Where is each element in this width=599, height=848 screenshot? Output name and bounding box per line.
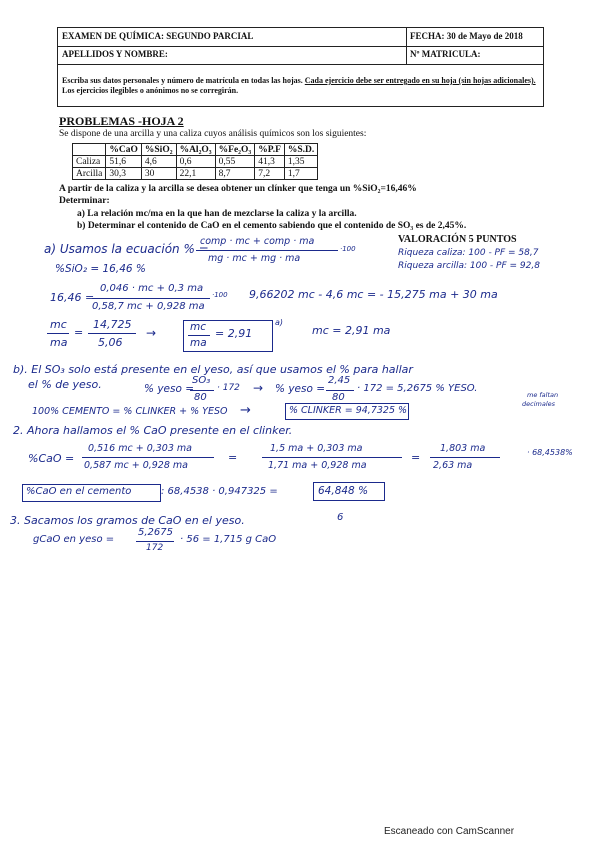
exam-date: FECHA: 30 de Mayo de 2018 <box>410 31 523 41</box>
arrow-icon: → <box>240 403 251 418</box>
table-header-cell: %CaO <box>106 144 142 156</box>
answer-b-intro: b). El SO₃ solo está presente en el yeso, así que usamos el % para hallar <box>13 363 413 376</box>
table-cell: 1,7 <box>284 168 317 180</box>
problem-goal: A partir de la caliza y la arcilla se desea obtener un clínker que tenga un %SiO₂=16,46% <box>59 184 417 194</box>
cao-equals-1: = <box>228 451 238 464</box>
cao-denominator-2: 1,71 ma + 0,928 ma <box>268 460 367 471</box>
ratio-mark: a) <box>275 318 284 327</box>
fraction-bar <box>262 457 402 458</box>
table-header-cell: %P.F <box>255 144 285 156</box>
exam-header <box>57 27 544 107</box>
table-cell: 8,7 <box>215 168 255 180</box>
table-cell: 22,1 <box>176 168 215 180</box>
ratio-box-ma: ma <box>190 337 207 349</box>
step-3: 3. Sacamos los gramos de CaO en el yeso. <box>10 514 245 527</box>
table-cell: 0,6 <box>176 156 215 168</box>
exam-title: EXAMEN DE QUÍMICA: SEGUNDO PARCIAL <box>62 31 254 41</box>
yeso-result: · 172 = 5,2675 % YESO. <box>357 383 478 394</box>
yeso-factor: · 172 <box>217 383 240 393</box>
table-header-cell: %S.D. <box>284 144 317 156</box>
answer-a-intro: a) Usamos la ecuación % = <box>44 242 209 256</box>
yeso-numerator-2: 2,45 <box>328 375 351 386</box>
eq-expanded: 9,66202 mc - 4,6 mc = - 15,275 ma + 30 ma <box>249 288 498 301</box>
eq-100: ·100 <box>212 291 228 299</box>
fraction-bar <box>430 457 500 458</box>
fraction-bar <box>92 298 210 299</box>
ratio-box-value: = 2,91 <box>215 327 253 340</box>
fraction-bar <box>47 333 69 334</box>
problem-intro: Se dispone de una arcilla y una caliza cuyos análisis químicos son los siguientes: <box>59 129 367 139</box>
name-field-label: APELLIDOS Y NOMBRE: <box>62 49 168 59</box>
yeso-numerator: SO₃ <box>192 375 211 386</box>
composition-table <box>72 143 318 180</box>
header-divider <box>406 28 407 64</box>
table-cell: 7,2 <box>255 168 285 180</box>
ratio-numerator: 14,725 <box>93 318 132 331</box>
ratio-box-mc: mc <box>190 321 207 333</box>
fraction-bar <box>196 250 338 251</box>
table-cell: 41,3 <box>255 156 285 168</box>
yeso-lhs: % yeso = <box>144 383 195 395</box>
riqueza-caliza: Riqueza caliza: 100 - PF = 58,7 <box>398 248 539 258</box>
instructions-text-1: Escriba sus datos personales y número de matrícula en todas las hojas. <box>62 76 305 85</box>
step-2: 2. Ahora hallamos el % CaO presente en el clinker. <box>13 424 293 437</box>
yeso-mid: % yeso = <box>275 383 326 395</box>
cao-numerator-3: 1,803 ma <box>440 443 486 454</box>
table-header-cell: %SiO₂ <box>141 144 176 156</box>
sio2-target: %SiO₂ = 16,46 % <box>55 263 146 275</box>
table-cell: Arcilla <box>73 168 106 180</box>
fraction-bar <box>88 333 136 334</box>
table-cell: 30 <box>141 168 176 180</box>
yeso-denominator-2: 80 <box>332 392 345 403</box>
fraction-bar <box>326 390 354 391</box>
arrow-icon: → <box>146 326 157 340</box>
table-header-cell: %Al₂O₃ <box>176 144 215 156</box>
table-cell: 0,55 <box>215 156 255 168</box>
cement-equation: 100% CEMENTO = % CLINKER + % YESO <box>32 406 228 417</box>
problems-title: PROBLEMAS -HOJA 2 <box>59 114 184 128</box>
table-row <box>73 168 318 180</box>
gcao-denominator: 172 <box>146 543 164 553</box>
instructions-underlined: Cada ejercicio debe ser entregado en su hoja (sin hojas adicionales). <box>304 76 536 85</box>
cement-cao-result: 64,848 % <box>318 485 369 497</box>
gcao-lhs: gCaO en yeso = <box>33 534 115 545</box>
cao-numerator-1: 0,516 mc + 0,303 ma <box>88 443 192 454</box>
step-3-mark: 6 <box>337 512 344 523</box>
cement-cao-label: %CaO en el cemento <box>26 486 132 497</box>
instructions-text-2: Los ejercicios ilegibles o anónimos no se corregirán. <box>62 86 239 95</box>
yeso-denominator: 80 <box>194 392 207 403</box>
fraction-bar <box>188 335 210 336</box>
cao-result: · 68,4538% <box>527 448 573 457</box>
clinker-result: % CLINKER = 94,7325 % <box>289 405 408 416</box>
table-header-cell: %Fe₂O₃ <box>215 144 255 156</box>
cao-numerator-2: 1,5 ma + 0,303 ma <box>270 443 363 454</box>
margin-note-1: me faltan <box>527 391 559 399</box>
question-a: a) La relación mc/ma en la que han de mezclarse la caliza y la arcilla. <box>77 209 357 219</box>
table-cell: Caliza <box>73 156 106 168</box>
ratio-equals: = <box>74 326 84 339</box>
eq-lhs: 16,46 = <box>50 291 95 304</box>
gcao-result: · 56 = 1,715 g CaO <box>180 534 277 545</box>
ratio-final: mc = 2,91 ma <box>312 324 391 337</box>
ratio-ma: ma <box>50 336 68 349</box>
gcao-numerator: 5,2675 <box>138 527 173 538</box>
fraction-bar <box>136 541 174 542</box>
table-row <box>73 156 318 168</box>
riqueza-arcilla: Riqueza arcilla: 100 - PF = 92,8 <box>398 261 540 271</box>
table-header-row <box>73 144 318 156</box>
eq-numerator: 0,046 · mc + 0,3 ma <box>100 283 204 294</box>
fraction-bar <box>190 390 214 391</box>
eq-denominator: 0,58,7 mc + 0,928 ma <box>92 301 205 312</box>
cement-cao-calc: : 68,4538 · 0,947325 = <box>161 486 278 497</box>
answer-b-intro-2: el % de yeso. <box>28 378 102 391</box>
table-cell: 51,6 <box>106 156 142 168</box>
cao-denominator-1: 0,587 mc + 0,928 ma <box>84 460 188 471</box>
scanner-watermark: Escaneado con CamScanner <box>384 826 515 837</box>
table-cell: 4,6 <box>141 156 176 168</box>
cao-lhs: %CaO = <box>28 452 75 465</box>
cao-equals-2: = <box>411 451 421 464</box>
formula-numerator: comp · mc + comp · ma <box>200 236 315 247</box>
table-header-cell <box>73 144 106 156</box>
determinar-label: Determinar: <box>59 196 110 206</box>
ratio-mc: mc <box>50 318 67 331</box>
matricula-field-label: Nº MATRICULA: <box>410 49 481 59</box>
cao-denominator-3: 2,63 ma <box>433 460 473 471</box>
valoracion: VALORACIÓN 5 PUNTOS <box>398 234 517 245</box>
exam-instructions <box>62 76 540 96</box>
margin-note-2: decimales <box>522 400 556 408</box>
formula-denominator: mg · mc + mg · ma <box>208 253 301 264</box>
formula-100: ·100 <box>340 245 356 253</box>
table-cell: 1,35 <box>284 156 317 168</box>
arrow-icon: → <box>253 381 264 395</box>
table-cell: 30,3 <box>106 168 142 180</box>
question-b: b) Determinar el contenido de CaO en el cemento sabiendo que el contenido de SO₃ es de 2,45%. <box>77 221 467 231</box>
ratio-denominator: 5,06 <box>98 336 123 349</box>
fraction-bar <box>82 457 214 458</box>
